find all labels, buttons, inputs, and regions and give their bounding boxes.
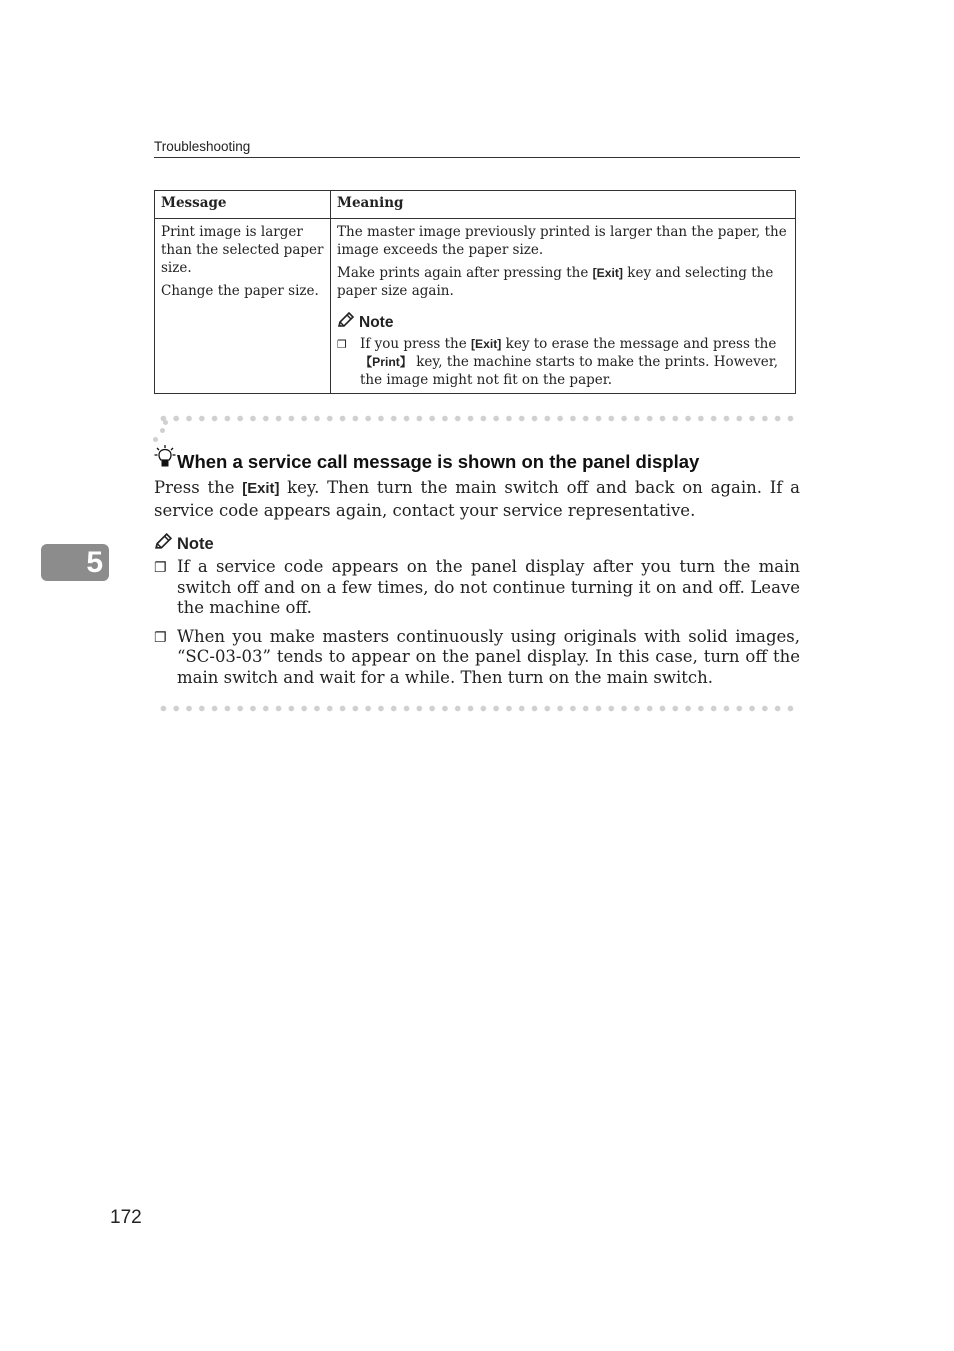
section-heading — [154, 444, 699, 473]
message-text: Print image is larger than the selected paper size. — [161, 224, 324, 276]
text-fragment: key, the machine starts to make the prints. However, the image might not fit on the paper. — [360, 354, 779, 388]
message-table — [154, 190, 796, 394]
running-header — [154, 139, 800, 158]
text-fragment: key and selecting the paper size again. — [337, 265, 774, 299]
message-action: Change the paper size. — [161, 283, 319, 299]
section-title: Troubleshooting — [154, 139, 251, 154]
pencil-icon — [337, 312, 355, 333]
list-item — [154, 627, 800, 689]
page-number: 172 — [110, 1207, 142, 1228]
section-body — [154, 477, 800, 521]
column-header-meaning: Meaning — [331, 191, 796, 219]
checkbox-icon: ❐ — [154, 560, 167, 576]
note-title: Note — [359, 313, 394, 331]
list-item — [154, 557, 800, 619]
note-list — [154, 557, 800, 696]
column-header-message: Message — [155, 191, 331, 219]
dotted-separator-bottom — [157, 705, 797, 712]
meaning-instruction — [337, 264, 789, 300]
dotted-separator-top — [157, 415, 797, 422]
table-header-row — [155, 191, 796, 219]
checkbox-icon: ❐ — [154, 629, 167, 646]
text-fragment: key to erase the message and press the — [501, 336, 777, 352]
text-fragment: key. Then turn the main switch off and back on again. If a service code appears again, contact your service representative. — [154, 478, 800, 520]
section-heading-text: When a service call message is shown on the panel display — [177, 451, 700, 472]
chapter-tab — [41, 544, 109, 581]
corner-dots — [153, 420, 183, 446]
note-text: If a service code appears on the panel display after you turn the main switch off and on a few times, do not continue turning it on and off. Leave the machine off. — [177, 557, 800, 617]
checkbox-icon: ❐ — [337, 338, 347, 351]
note-heading — [154, 533, 214, 555]
exit-key-label: [Exit] — [592, 266, 623, 280]
pencil-icon — [154, 533, 173, 555]
meaning-paragraph: The master image previously printed is larger than the paper, the image exceeds the paper size. — [337, 224, 787, 258]
exit-key-label: [Exit] — [242, 481, 280, 497]
meaning-cell — [331, 219, 796, 394]
note-list — [337, 335, 789, 389]
print-key-label: 【Print】 — [360, 355, 412, 369]
lightbulb-icon — [154, 444, 176, 473]
text-fragment: Make prints again after pressing the — [337, 265, 593, 281]
table-row — [155, 219, 796, 394]
text-fragment: If you press the — [360, 336, 471, 352]
note-title: Note — [177, 534, 214, 553]
note-heading — [337, 312, 789, 333]
chapter-number: 5 — [86, 545, 103, 579]
message-cell — [155, 219, 331, 394]
list-item — [337, 335, 789, 389]
note-text: When you make masters continuously using originals with solid images, “SC-03-03” tends to appear on the panel display. In this case, turn off the main switch and wait for a while. Then turn on the main switch. — [177, 626, 800, 687]
text-fragment: Press the — [154, 478, 243, 497]
exit-key-label: [Exit] — [471, 337, 502, 351]
